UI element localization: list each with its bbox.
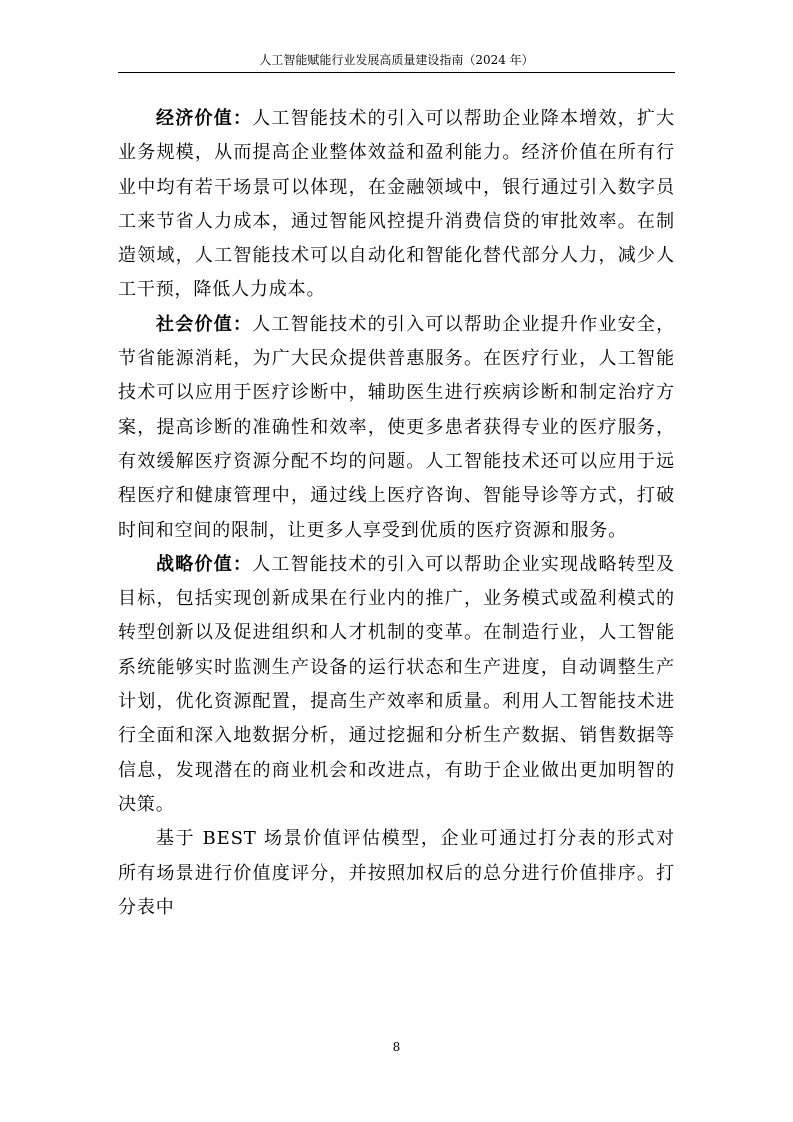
paragraph-text: 基于 BEST 场景价值评估模型，企业可通过打分表的形式对所有场景进行价值度评分，并按照加权后的总分进行价值排序。打分表中 (118, 828, 675, 918)
paragraph-economic-value (118, 102, 675, 308)
term-economic-value: 经济价值： (156, 108, 253, 129)
paragraph-strategic-value (118, 548, 675, 822)
header-divider (118, 72, 675, 73)
term-strategic-value: 战略价值： (156, 553, 253, 575)
document-body (118, 102, 675, 925)
paragraph-text: 人工智能技术的引入可以帮助企业降本增效，扩大业务规模，从而提高企业整体效益和盈利能力。经济价值在所有行业中均有若干场景可以体现，在金融领域中，银行通过引入数字员工来节省人力成本，通过智能风控提升消费信贷的审批效率。在制造领域，人工智能技术可以自动化和智能化替代部分人力，减少人工干预，降低人力成本。 (118, 108, 675, 301)
paragraph-best-model (118, 822, 675, 925)
running-header: 人工智能赋能行业发展高质量建设指南（2024 年） (259, 53, 534, 67)
page-number: 8 (392, 1040, 401, 1054)
paragraph-text: 人工智能技术的引入可以帮助企业实现战略转型及目标，包括实现创新成果在行业内的推广，业务模式或盈利模式的转型创新以及促进组织和人才机制的变革。在制造行业，人工智能系统能够实时监测生产设备的运行状态和生产进度，自动调整生产计划，优化资源配置，提高生产效率和质量。利用人工智能技术进行全面和深入地数据分析，通过挖掘和分析生产数据、销售数据等信息，发现潜在的商业机会和改进点，有助于企业做出更加明智的决策。 (118, 553, 675, 815)
term-social-value: 社会价值： (156, 313, 253, 335)
paragraph-text: 人工智能技术的引入可以帮助企业提升作业安全，节省能源消耗，为广大民众提供普惠服务。在医疗行业，人工智能技术可以应用于医疗诊断中，辅助医生进行疾病诊断和制定治疗方案，提高诊断的准确性和效率，使更多患者获得专业的医疗服务，有效缓解医疗资源分配不均的问题。人工智能技术还可以应用于远程医疗和健康管理中，通过线上医疗咨询、智能导诊等方式，打破时间和空间的限制，让更多人享受到优质的医疗资源和服务。 (118, 313, 675, 541)
paragraph-social-value (118, 308, 675, 548)
